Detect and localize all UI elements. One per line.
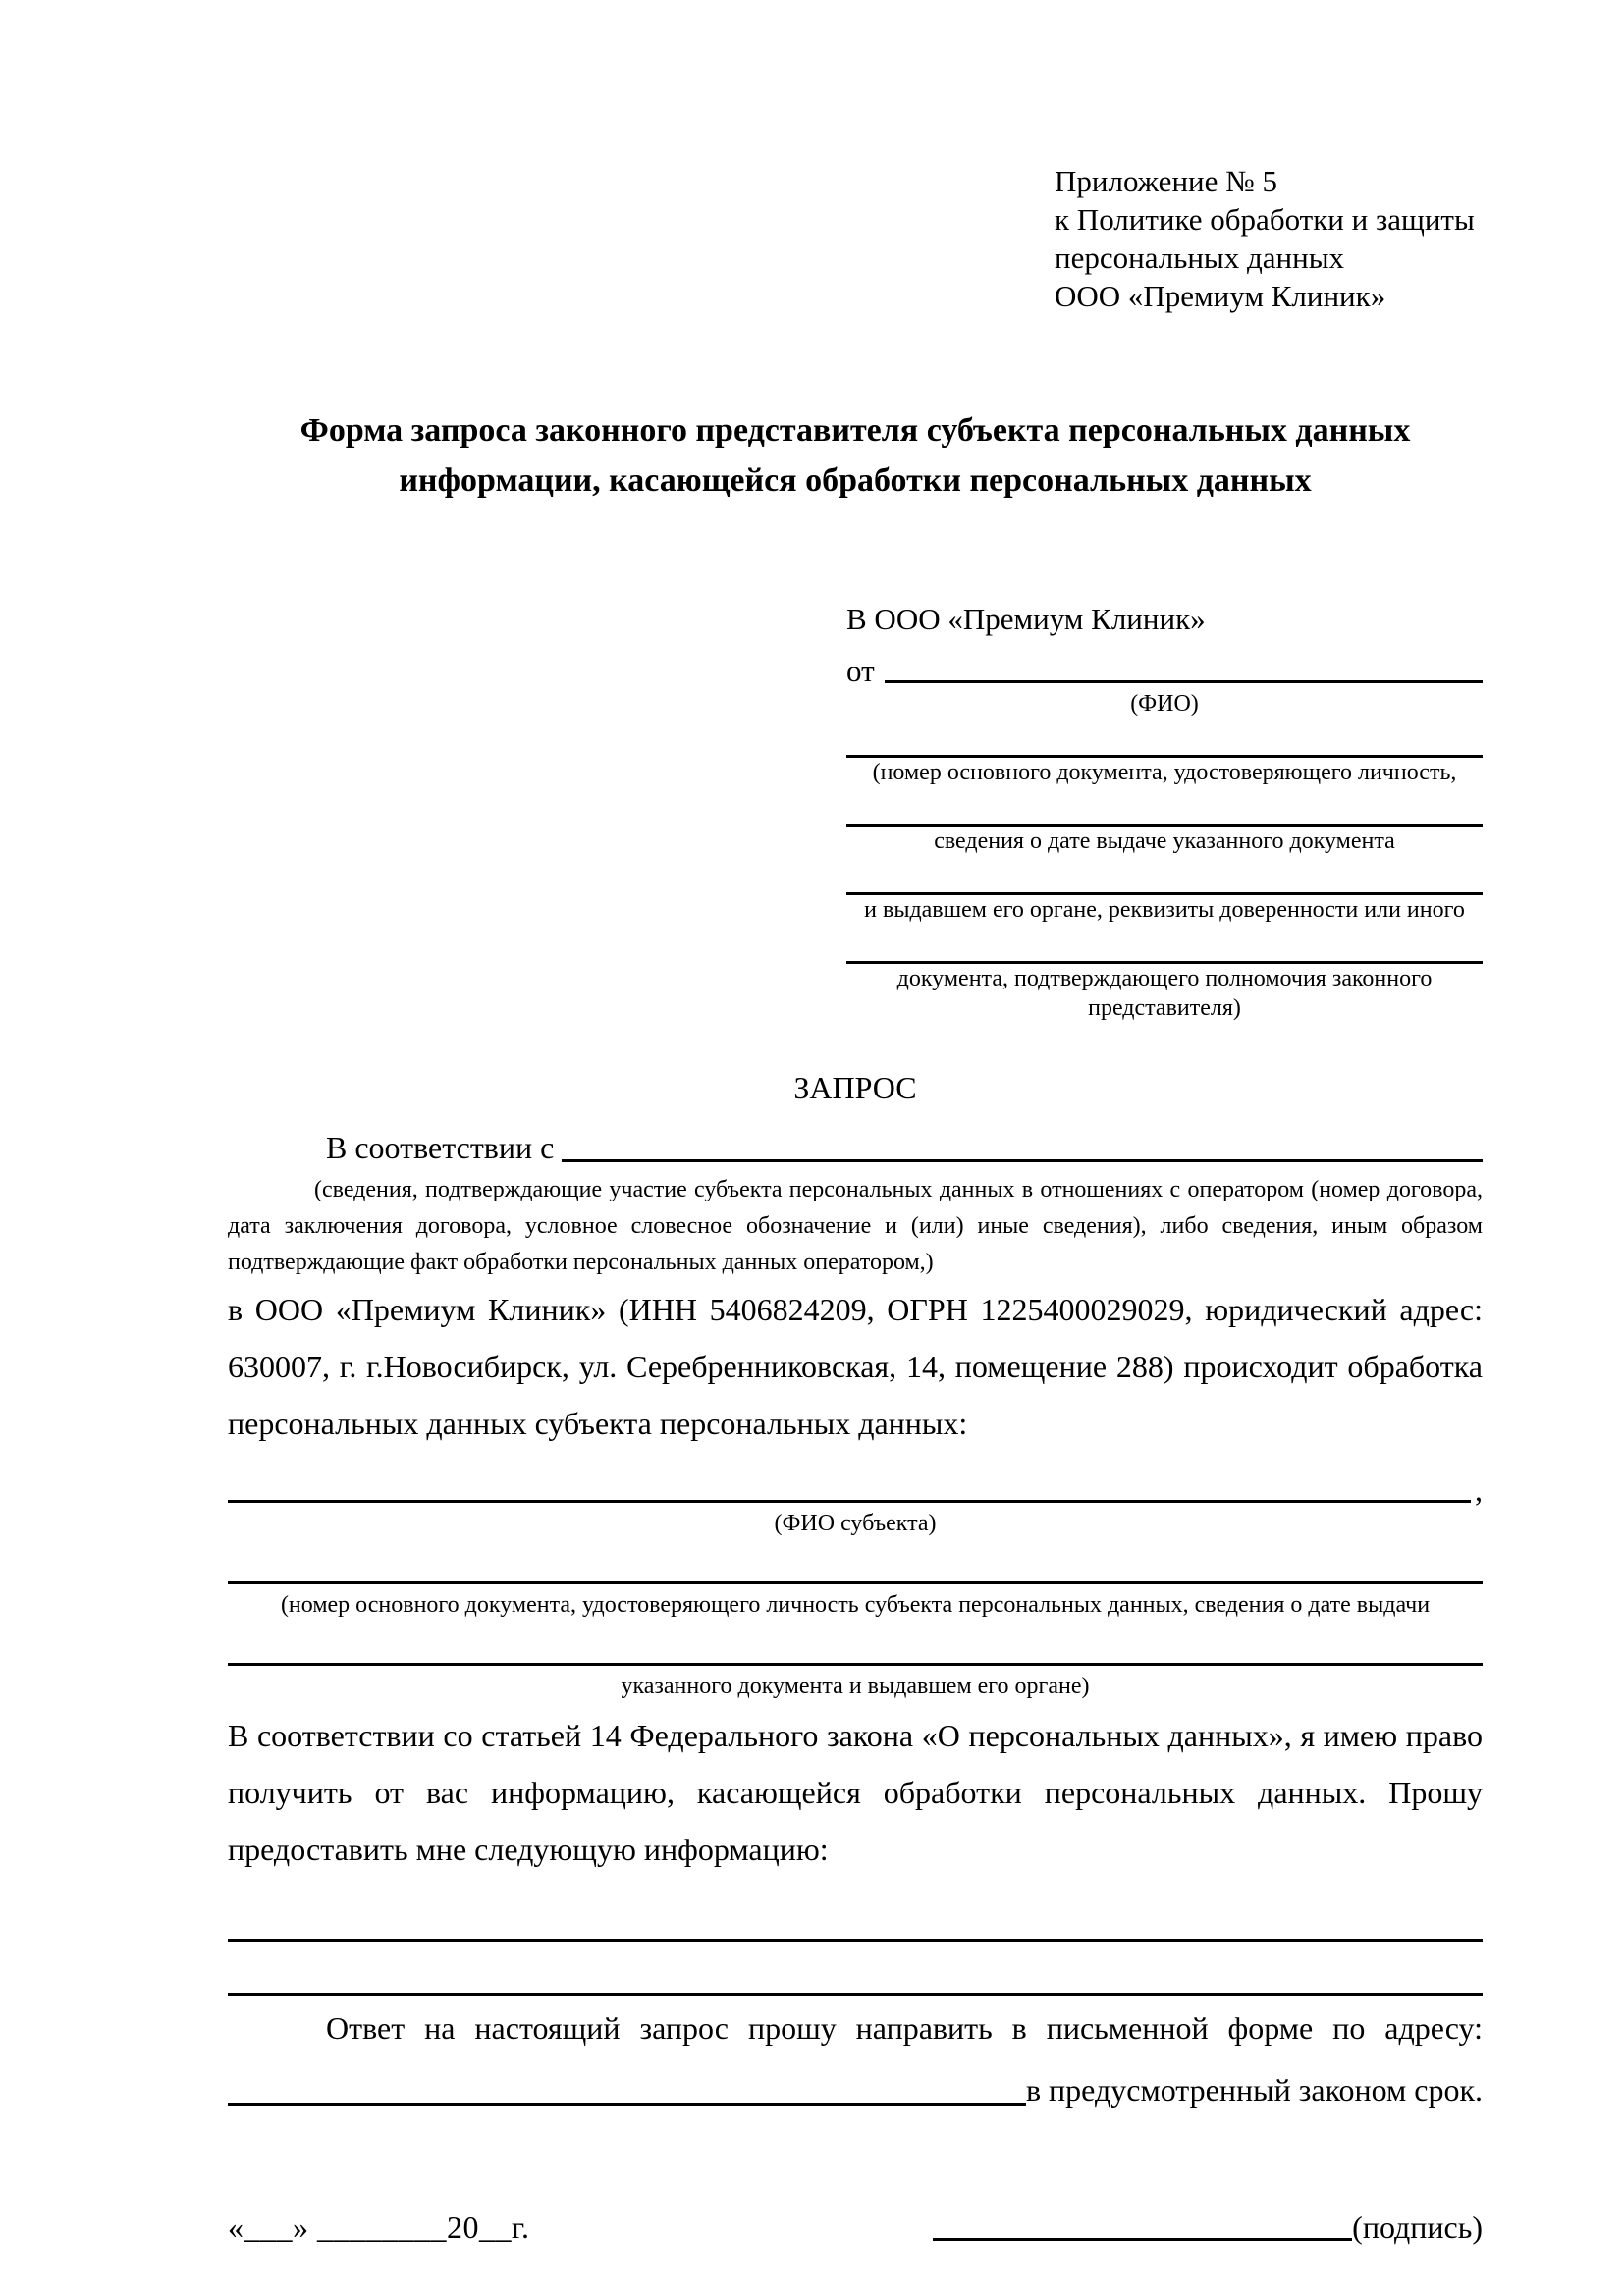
answer-paragraph: Ответ на настоящий запрос прошу направить в письменной форме по адресу:: [326, 2010, 1483, 2046]
from-row: [846, 644, 1483, 689]
operator-paragraph: в ООО «Премиум Клиник» (ИНН 5406824209, ОГРН 1225400029029, юридический адрес: 630007, г. г.Новосибирск, ул. Серебренниковская, 14, помещение 288) происходит обработка персональных данных субъекта персональных данных:: [228, 1292, 1483, 1441]
subject-doc-fill-line: [228, 1581, 1483, 1584]
field-caption: сведения о дате выдаче указанного документа: [934, 828, 1395, 854]
fio-caption: (ФИО): [1130, 691, 1199, 717]
signature-block: [933, 2206, 1483, 2249]
accordance-label: В соответствии с: [326, 1130, 555, 1165]
trailing-comma: ,: [1475, 1472, 1483, 1508]
addressee-block: [846, 599, 1483, 1023]
subject-fio-fill-line: [228, 1500, 1471, 1503]
addressee-field: [846, 755, 1483, 787]
subject-doc-fill-line: [228, 1663, 1483, 1666]
addressee-field: [846, 961, 1483, 1023]
info-fill-line: [228, 1939, 1483, 1942]
addressee-field: [846, 824, 1483, 856]
answer-address-fill-line: [228, 2103, 1026, 2106]
addressee-field: [846, 892, 1483, 925]
document-title: Форма запроса законного представителя субъекта персональных данных информации, касающейся обработки персональных данных: [299, 412, 1411, 499]
subject-fio-caption: (ФИО субъекта): [774, 1511, 937, 1536]
signature-caption: (подпись): [1352, 2210, 1483, 2245]
subject-doc-caption: указанного документа и выдавшем его органе): [621, 1674, 1090, 1699]
request-heading: ЗАПРОС: [793, 1070, 917, 1105]
signature-fill-line: [933, 2238, 1352, 2241]
subject-fio-row: [228, 1458, 1483, 1509]
info-fill-line: [228, 1993, 1483, 1996]
from-label: от: [846, 654, 875, 688]
subject-doc-caption: (номер основного документа, удостоверяющего личность субъекта персональных данных, сведения о дате выдачи: [280, 1592, 1431, 1618]
field-caption: документа, подтверждающего полномочия законного представителя): [896, 966, 1433, 1021]
field-caption: (номер основного документа, удостоверяющего личность,: [872, 760, 1457, 785]
accordance-fill-line: [562, 1159, 1483, 1162]
field-caption: и выдавшем его органе, реквизиты доверенности или иного: [864, 897, 1465, 923]
date-line: «___» ________20__г.: [228, 2210, 530, 2245]
appendix-line: ООО «Премиум Клиник»: [1055, 279, 1386, 313]
accordance-caption: (сведения, подтверждающие участие субъекта персональных данных в отношениях с оператором (номер договора, дата заключения договора, условное словесное обозначение и (или) иные сведения), либо сведения, иным образом подтверждающие факт обработки персональных данных оператором,): [228, 1177, 1483, 1275]
appendix-line: персональных данных: [1055, 240, 1345, 275]
law-paragraph: В соответствии со статьей 14 Федерального закона «О персональных данных», я имею право получить от вас информацию, касающейся обработки персональных данных. Прошу предоставить мне следующую информацию:: [228, 1718, 1483, 1867]
appendix-line: Приложение № 5: [1055, 164, 1277, 198]
addressee-organization: В ООО «Премиум Клиник»: [846, 602, 1206, 636]
answer-suffix: в предусмотренный законом срок.: [1025, 2072, 1483, 2108]
from-fill-line: [885, 680, 1483, 683]
answer-address-row: [228, 2056, 1483, 2111]
appendix-line: к Политике обработки и защиты: [1055, 202, 1475, 237]
accordance-row: [228, 1121, 1483, 1168]
footer-row: [228, 2206, 1483, 2249]
appendix-block: [1055, 162, 1483, 315]
